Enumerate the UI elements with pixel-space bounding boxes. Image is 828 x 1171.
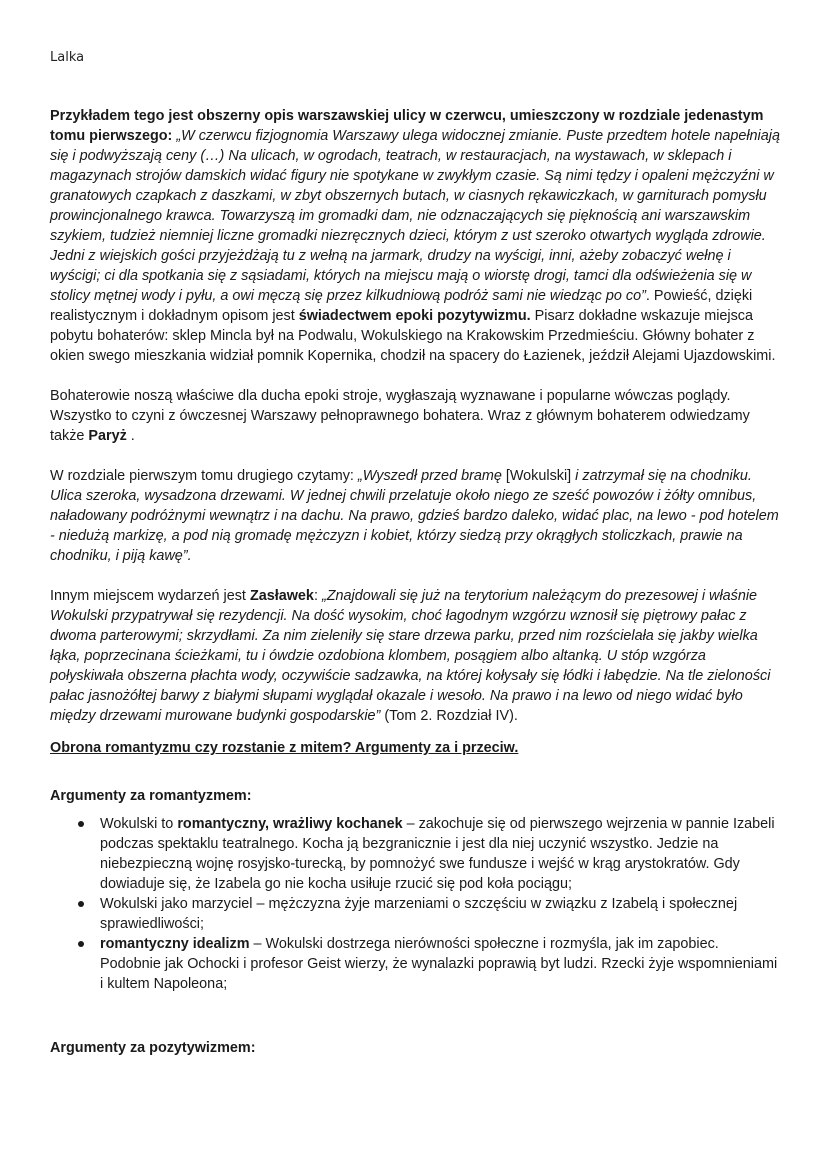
emphasis-positivism: świadectwem epoki pozytywizmu. [298,308,531,324]
list-item: Wokulski jako marzyciel – mężczyzna żyje marzeniami o szczęściu w związku z Izabelą i społecznej sprawiedliwości; [100,894,783,934]
list-item: Wokulski to romantyczny, wrażliwy kochanek – zakochuje się od pierwszego wejrzenia w pannie Izabeli podczas spektaklu teatralnego. Kocha ją bezgranicznie i jest dla niej uczynić wszystko. Jedzie na niebezpieczną wojnę rosyjsko-turecką, by pomnożyć swe fundusze i wejść w krąg arystokratów. Gdy dowiaduje się, że Izabela go nie kocha usiłuje rzucić się pod koła pociągu; [100,814,783,894]
heading-args-positivist: Argumenty za pozytywizmem: [50,1040,256,1056]
quote-june-warsaw: „W czerwcu fizjognomia Warszawy ulega widocznej zmianie. Puste przedtem hotele napełniają się i podwyższają ceny (…) Na ulicach, w ogrodach, teatrach, w restauracjach, na wystawach, w sklepach i magazynach strojów damskich widać figury nie spotykane w zwykłym czasie. Są nimi tędzy i opaleni mężczyźni w granatowych czapkach z daszkami, w zbyt obszernych butach, w ciasnych rękawiczkach, w garniturach pomysłu prowincjonalnego krawca. Towarzyszą im gromadki dam, nie odznaczających się pięknością ani warszawskim szykiem, tudzież niemniej liczne gromadki niezręcznych dzieci, którym z ust szeroko otwartych wygląda zdrowie. Jedni z wiejskich gości przyjeżdżają tu z wełną na jarmark, drudzy na wyścigi, inni, ażeby zobaczyć wełnę i wyścigi; ci dla spotkania się z sąsiadami, których na miejscu mają o wiorstę drogi, tamci dla odświeżenia się w stolicy mętnej wody i pyłu, a owi męczą się przez kilkudniową podróż sami nie wiedząc po co” [50,128,780,304]
list-args-romantic [50,814,783,994]
paragraph-zaslawek: Innym miejscem wydarzeń jest Zasławek: „Znajdowali się już na terytorium należącym do prezesowej i właśnie Wokulski przypatrywał się rezydencji. Na dość wysokim, choć łagodnym wzgórzu wznosił się piętrowy pałac z dwoma parterowymi; skrzydłami. Za nim zieleniły się stare drzewa parku, przed nim rozścielała się jakby wielka łąka, poprzecinana ścieżkami, tu i ówdzie ozdobiona klombem, posągiem albo altanką. U stóp wzgórza połyskiwała obszerna płachta wody, oczywiście sadzawka, na której kołysały się łódki i łabędzie. Na tle zieloności pałac jasnożółtej barwy z białymi słupami wyglądał okazale i wesoło. Na prawo i na lewo od niego widać było między drzewami murowane budynki gospodarskie” (Tom 2. Rozdział IV). [50,588,771,724]
list-item: romantyczny idealizm – Wokulski dostrzega nierówności społeczne i rozmyśla, jak im zapobiec. Podobnie jak Ochocki i profesor Geist wierzy, że wynalazki poprawią byt ludzi. Rzecki żyje wspomnieniami i kultem Napoleona; [100,934,783,994]
quote-street-cont: i zatrzymał się na chodniku. Ulica szeroka, wysadzona drzewami. W jednej chwili przelatuje około niego ze sześć powozów i żółty omnibus, naładowany podróżnymi wewnątrz i na dachu. Na prawo, gdzieś bardzo daleko, widać plac, na lewo - pod hotelem - niedużą markizę, a pod nią gromadę mężczyzn i kobiet, którzy siedzą przy okrągłych stoliczkach, prawie na chodniku, i piją kawę”. [50,468,779,564]
section-heading: Obrona romantyzmu czy rozstanie z mitem? Argumenty za i przeciw. [50,740,519,756]
document-body [50,106,783,1058]
quote-street: „Wyszedł przed bramę [357,468,502,484]
document-header: Lalka [50,50,85,65]
paragraph-characters: Bohaterowie noszą właściwe dla ducha epoki stroje, wygłaszają wyznawane i popularne wówczas poglądy. Wszystko to czyni z ówczesnej Warszawy pełnoprawnego bohatera. Wraz z głównym bohaterem odwiedzamy także Paryż . [50,388,750,444]
emphasis-zaslawek: Zasławek [249,588,314,604]
quote-zaslawek: „Znajdowali się już na terytorium należącym do prezesowej i właśnie Wokulski przypatrywał się rezydencji. Na dość wysokim, choć łagodnym wzgórzu wznosił się piętrowy pałac z dwoma parterowymi; skrzydłami. Za nim zieleniły się stare drzewa parku, przed nim rozścielała się jakby wielka łąka, poprzecinana ścieżkami, tu i ówdzie ozdobiona klombem, posągiem albo altanką. U stóp wzgórza połyskiwała obszerna płachta wody, oczywiście sadzawka, na której kołysały się łódki i łabędzie. Na tle zieloności pałac jasnożółtej barwy z białymi słupami wyglądał okazale i wesoło. Na prawo i na lewo od niego widać było między drzewami murowane budynki gospodarskie” [50,588,771,724]
heading-args-romantic: Argumenty za romantyzmem: [50,788,252,804]
paragraph-volume-two: W rozdziale pierwszym tomu drugiego czytamy: „Wyszedł przed bramę [Wokulski] i zatrzymał się na chodniku. Ulica szeroka, wysadzona drzewami. W jednej chwili przelatuje około niego ze sześć powozów i żółty omnibus, naładowany podróżnymi wewnątrz i na dachu. Na prawo, gdzieś bardzo daleko, widać plac, na lewo - pod hotelem - niedużą markizę, a pod nią gromadę mężczyzn i kobiet, którzy siedzą przy okrągłych stoliczkach, prawie na chodniku, i piją kawę”. [50,468,779,564]
paragraph-warsaw-description: Przykładem tego jest obszerny opis warszawskiej ulicy w czerwcu, umieszczony w rozdziale jedenastym tomu pierwszego: „W czerwcu fizjognomia Warszawy ulega widocznej zmianie. Puste przedtem hotele napełniają się i podwyższają ceny (…) Na ulicach, w ogrodach, teatrach, w restauracjach, na wystawach, w sklepach i magazynach strojów damskich widać figury nie spotykane w zwykłym czasie. Są nimi tędzy i opaleni mężczyźni w granatowych czapkach z daszkami, w zbyt obszernych butach, w ciasnych rękawiczkach, w garniturach pomysłu prowincjonalnego krawca. Towarzyszą im gromadki dam, nie odznaczających się pięknością ani warszawskim szykiem, tudzież niemniej liczne gromadki niezręcznych dzieci, którym z ust szeroko otwartych wygląda zdrowie. Jedni z wiejskich gości przyjeżdżają tu z wełną na jarmark, drudzy na wyścigi, inni, ażeby zobaczyć wełnę i wyścigi; ci dla spotkania się z sąsiadami, których na miejscu mają o wiorstę drogi, tamci dla odświeżenia się w stolicy mętnej wody i pyłu, a owi męczą się przez kilkudniową podróż sami nie wiedząc po co”. Powieść, dzięki realistycznym i dokładnym opisom jest świadectwem epoki pozytywizmu. Pisarz dokładne wskazuje miejsca pobytu bohaterów: sklep Mincla był na Podwalu, Wokulskiego na Krakowskim Przedmieściu. Główny bohater z okien swego mieszkania widział pomnik Kopernika, chodził na spacery do Łazienek, jeździł Alejami Ujazdowskimi. [50,108,780,364]
emphasis-paris: Paryż [88,428,127,444]
paragraph-lead: Przykładem tego jest obszerny opis warszawskiej ulicy w czerwcu, umieszczony w rozdziale jedenastym tomu pierwszego: [50,108,764,144]
